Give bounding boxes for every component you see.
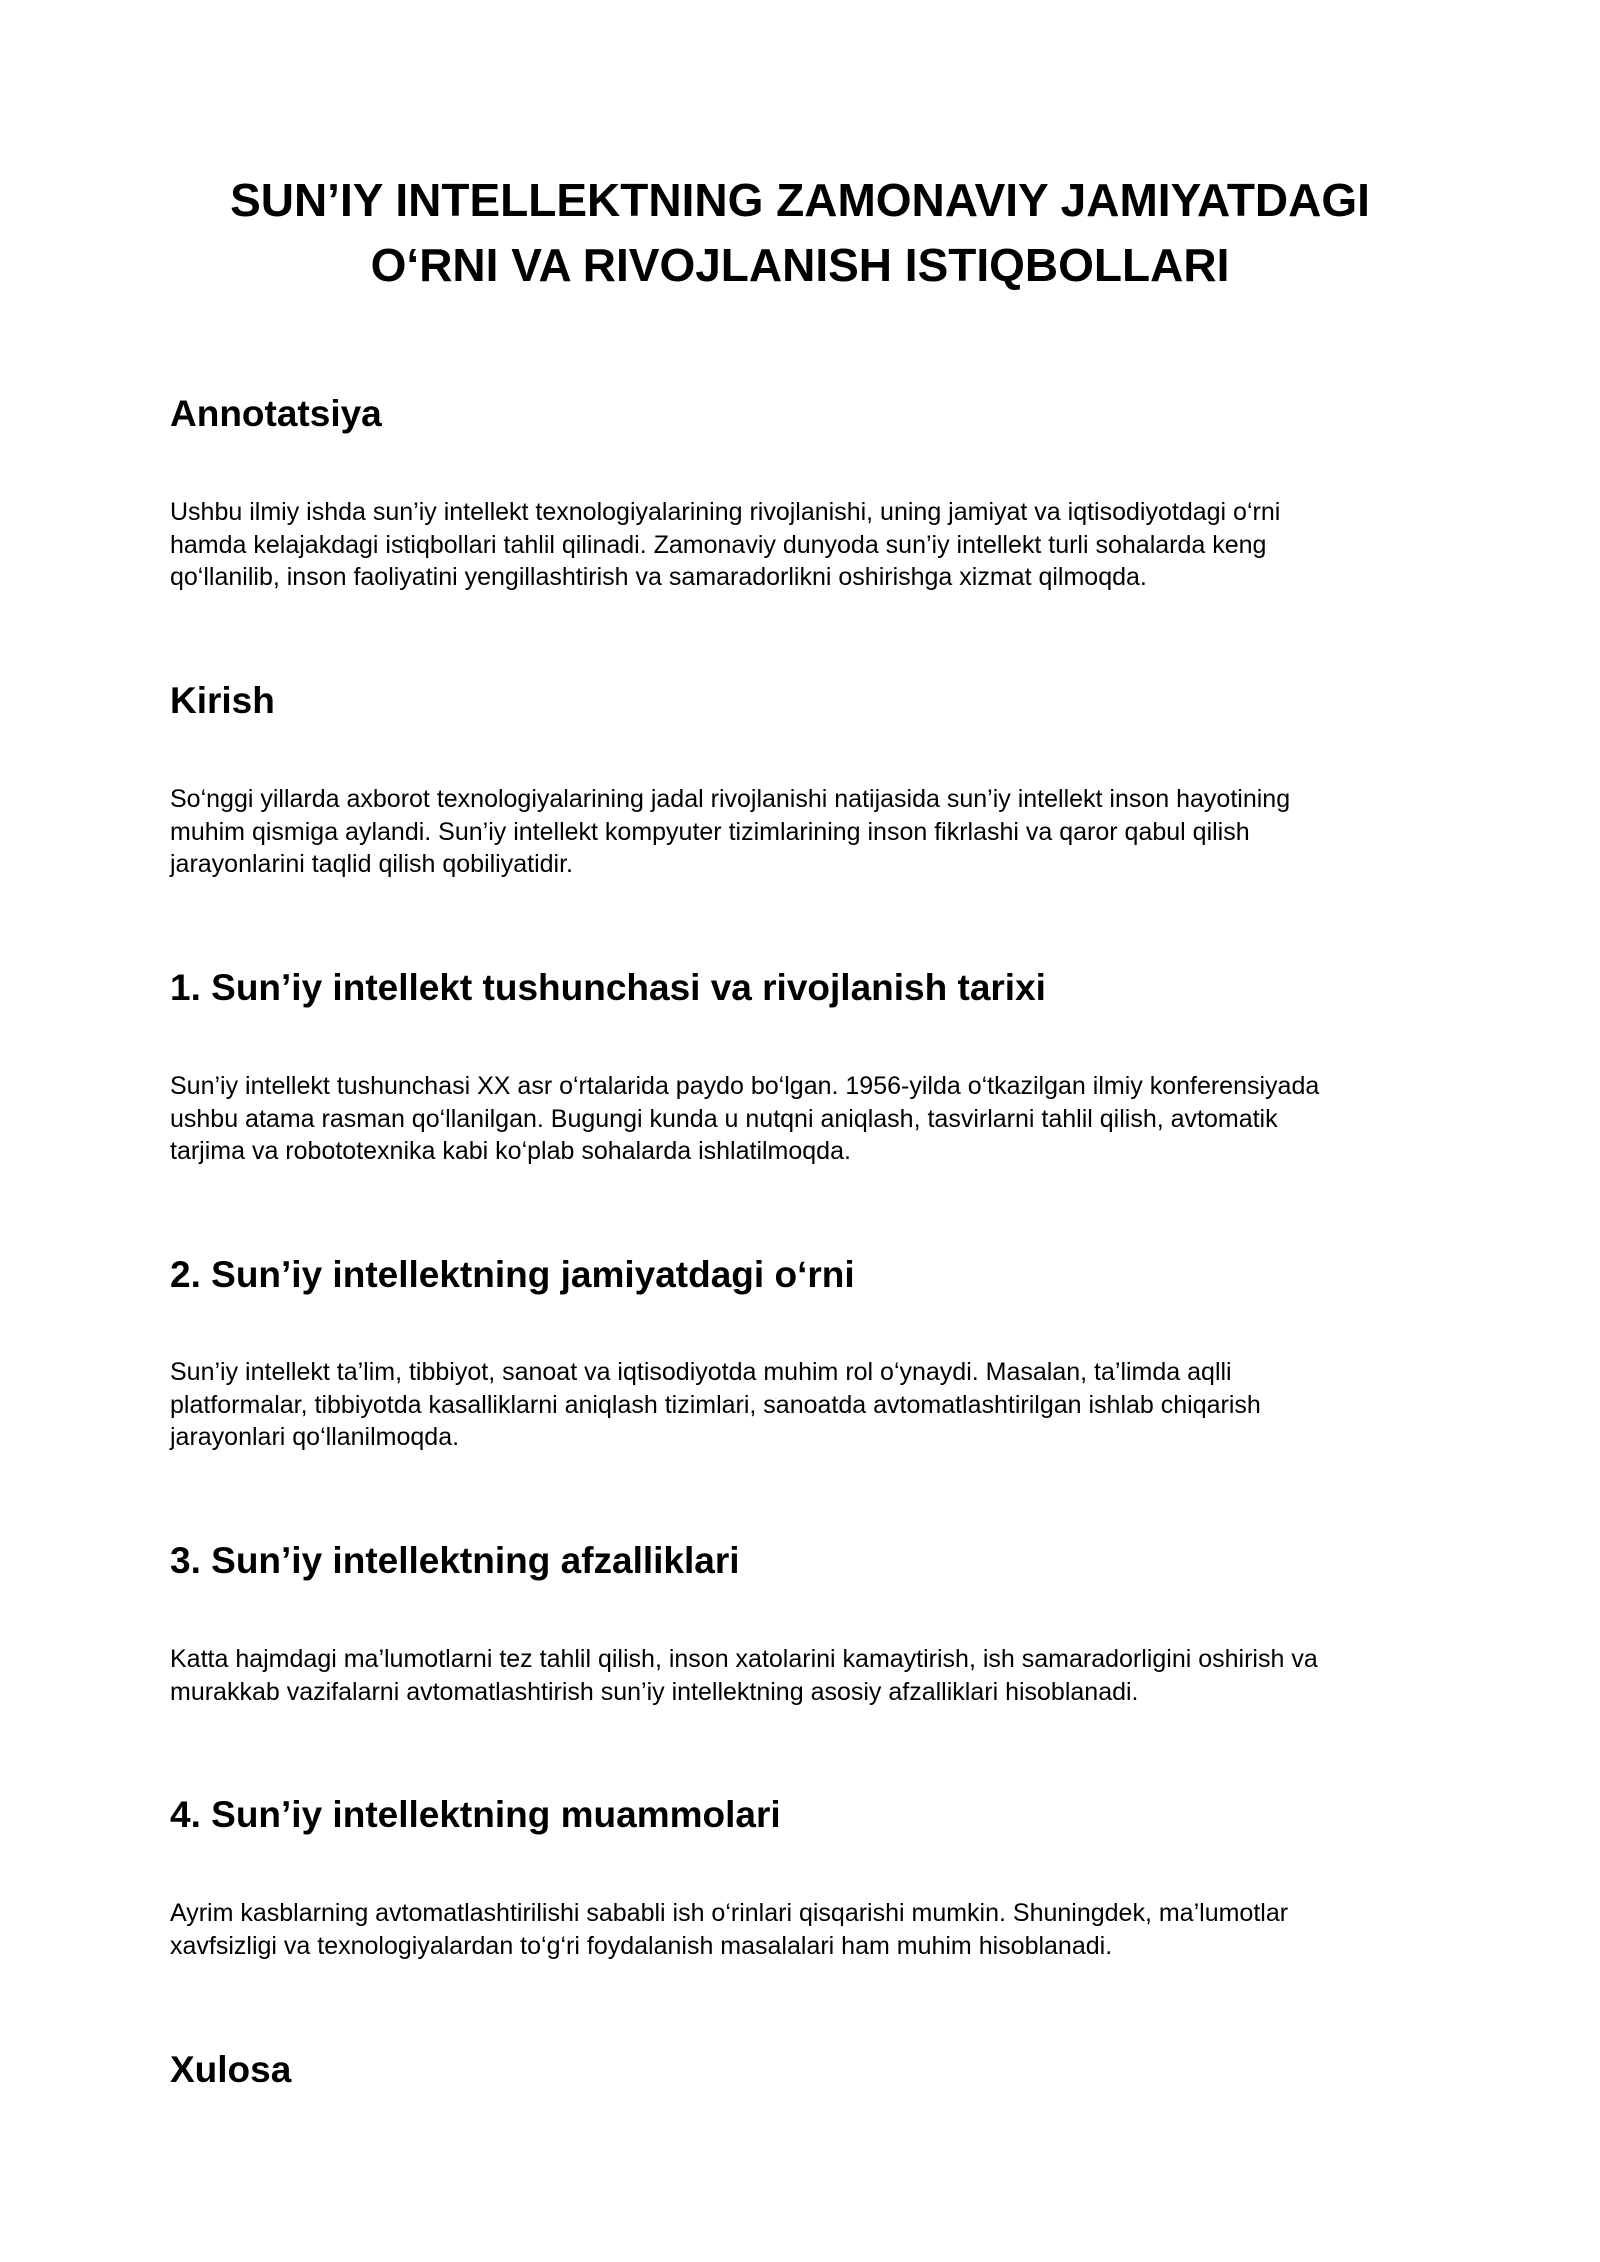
- section-body-4: [170, 1897, 1470, 1962]
- section-body-annotatsiya: [170, 496, 1470, 594]
- paragraph-line: qo‘llanilib, inson faoliyatini yengillashtirish va samaradorlikni oshirishga xizmat qilmoqda.: [170, 563, 1147, 591]
- paragraph-line: Katta hajmdagi ma’lumotlarni tez tahlil qilish, inson xatolarini kamaytirish, ish samaradorligini oshirish va: [170, 1645, 1318, 1673]
- paragraph-line: hamda kelajakdagi istiqbollari tahlil qilinadi. Zamonaviy dunyoda sun’iy intellekt turli sohalarda keng: [170, 530, 1267, 559]
- paragraph-line: Ushbu ilmiy ishda sun’iy intellekt texnologiyalarining rivojlanishi, uning jamiyat va iqtisodiyotdagi o‘rni: [170, 498, 1281, 526]
- paragraph-line: Ayrim kasblarning avtomatlashtirilishi sababli ish o‘rinlari qisqarishi mumkin. Shuningdek, ma’lumotlar: [170, 1899, 1289, 1927]
- paragraph-line: jarayonlari qo‘llanilmoqda.: [170, 1423, 460, 1451]
- document-title-line: O‘RNI VA RIVOJLANISH ISTIQBOLLARI: [370, 239, 1230, 291]
- document-title: [120, 168, 1480, 298]
- paragraph-line: So‘nggi yillarda axborot texnologiyalarining jadal rivojlanishi natijasida sun’iy intellekt inson hayotining: [170, 785, 1291, 813]
- paragraph-line: tarjima va robototexnika kabi ko‘plab sohalarda ishlatilmoqda.: [170, 1137, 851, 1165]
- document-title-line: SUN’IY INTELLEKTNING ZAMONAVIY JAMIYATDAGI: [230, 174, 1370, 226]
- section-heading-1: 1. Sun’iy intellekt tushunchasi va rivojlanish tarixi: [170, 967, 1046, 1008]
- paragraph-line: platformalar, tibbiyotda kasalliklarni aniqlash tizimlari, sanoatda avtomatlashtirilgan ishlab chiqarish: [170, 1390, 1261, 1419]
- section-body-3: [170, 1643, 1470, 1708]
- section-heading-3: 3. Sun’iy intellektning afzalliklari: [170, 1540, 740, 1581]
- paragraph-line: xavfsizligi va texnologiyalardan to‘g‘ri foydalanish masalalari ham muhim hisoblanadi.: [170, 1931, 1113, 1960]
- section-body-2: [170, 1356, 1470, 1454]
- paragraph-line: muhim qismiga aylandi. Sun’iy intellekt kompyuter tizimlarining inson fikrlashi va qaror qabul qilish: [170, 817, 1250, 846]
- paragraph-line: Sun’iy intellekt ta’lim, tibbiyot, sanoat va iqtisodiyotda muhim rol o‘ynaydi. Masalan, ta’limda aqlli: [170, 1358, 1232, 1386]
- paragraph-line: jarayonlarini taqlid qilish qobiliyatidir.: [170, 850, 573, 878]
- section-body-kirish: [170, 783, 1470, 881]
- section-heading-xulosa: Xulosa: [170, 2049, 292, 2090]
- section-heading-2: 2. Sun’iy intellektning jamiyatdagi o‘rni: [170, 1254, 855, 1295]
- section-heading-4: 4. Sun’iy intellektning muammolari: [170, 1794, 781, 1835]
- paragraph-line: ushbu atama rasman qo‘llanilgan. Bugungi kunda u nutqni aniqlash, tasvirlarni tahlil qilish, avtomatik: [170, 1104, 1278, 1133]
- paragraph-line: murakkab vazifalarni avtomatlashtirish sun’iy intellektning asosiy afzalliklari hisoblanadi.: [170, 1677, 1139, 1706]
- section-heading-annotatsiya: Annotatsiya: [170, 393, 382, 434]
- section-heading-kirish: Kirish: [170, 680, 275, 721]
- paragraph-line: Sun’iy intellekt tushunchasi XX asr o‘rtalarida paydo bo‘lgan. 1956-yilda o‘tkazilgan ilmiy konferensiyada: [170, 1072, 1320, 1100]
- section-body-1: [170, 1070, 1470, 1168]
